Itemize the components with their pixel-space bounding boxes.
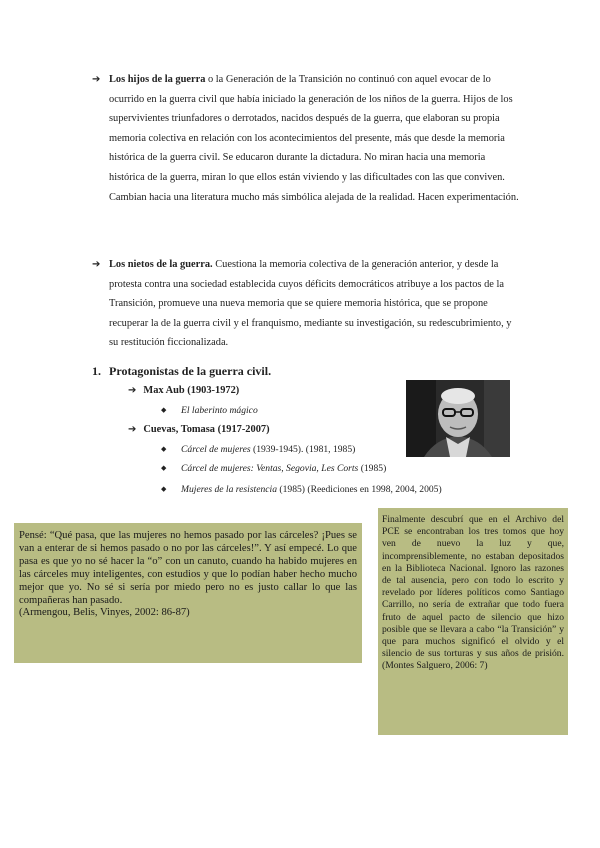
nietos-title: Los nietos de la guerra. bbox=[109, 259, 213, 270]
author-dates: (1903-1972) bbox=[187, 385, 240, 396]
work-title: Cárcel de mujeres: Ventas, Segovia, Les Corts bbox=[181, 463, 359, 474]
work-title: Cárcel de mujeres bbox=[181, 444, 251, 455]
arrow-icon: ➔ bbox=[128, 424, 137, 435]
paragraph-hijos-de-la-guerra bbox=[92, 70, 522, 207]
author-name: Max Aub bbox=[143, 385, 185, 396]
work-title: El laberinto mágico bbox=[181, 405, 258, 416]
work-detail: (1939-1945). (1981, 1985) bbox=[250, 444, 356, 455]
diamond-bullet-icon: ◆ bbox=[161, 406, 167, 414]
diamond-bullet-icon: ◆ bbox=[161, 445, 167, 453]
arrow-icon: ➔ bbox=[92, 259, 101, 270]
quote-box-cuevas bbox=[14, 523, 362, 663]
section-heading-protagonistas bbox=[92, 364, 271, 379]
nietos-text: Cuestiona la memoria colectiva de la generación anterior, y desde la protesta contra una sociedad establecida cuyos déficits democráticos atribuye a los pactos de la Transición, promueve una nueva memoria que se quiere memoria histórica, que se propone recuperar la de la guerra civil y el franquismo, mediante su investigación, su redescubrimiento, y su restitución ficcionalizada. bbox=[109, 259, 512, 349]
work-item bbox=[161, 405, 258, 416]
diamond-bullet-icon: ◆ bbox=[161, 485, 167, 493]
author-portrait-image bbox=[406, 380, 510, 457]
quote-text: Pensé: “Qué pasa, que las mujeres no hemos pasado por las cárceles? ¡Pues se van a enterar de si hemos pasado o no por las cárceles!”. Y así empecé. Lo que pasa es que yo no sé hacer la “o” con un canuto, cuando ha habido mujeres en las cárceles muy inteligentes, con estudios y que lo podían haber hecho mucho mejor que yo. No sé si sería por miedo pero no es justo callar lo que las compañeras han pasado. bbox=[19, 530, 357, 606]
author-max-aub bbox=[128, 385, 239, 396]
work-title: Mujeres de la resistencia bbox=[181, 484, 278, 495]
hijos-title: Los hijos de la guerra bbox=[109, 74, 206, 85]
quote-text: Finalmente descubrí que en el Archivo del PCE se encontraban los tres tomos que hoy ven de nuevo la luz y que, incomprensiblemente, no estaban depositados en la Biblioteca Nacional. Ignoro las razones de tal ausencia, pero con todo lo escrito y revelado por líderes políticos como Santiago Carrillo, no sería de extrañar que todo fuera fruto de aquel pacto de silencio que hizo posible que se llevara a cabo “la Transición” y que para muchos significó el olvido y el silencio de sus torturas y sus años de prisión. (Montes Salguero, 2006: 7) bbox=[382, 514, 564, 672]
arrow-icon: ➔ bbox=[92, 74, 101, 85]
work-item bbox=[161, 463, 386, 474]
work-item bbox=[161, 444, 355, 455]
section-number: 1. bbox=[92, 364, 101, 378]
arrow-icon: ➔ bbox=[128, 385, 137, 396]
paragraph-nietos-de-la-guerra bbox=[92, 255, 522, 353]
author-dates: (1917-2007) bbox=[217, 424, 270, 435]
work-item bbox=[161, 484, 442, 495]
work-detail: (1985) (Reediciones en 1998, 2004, 2005) bbox=[277, 484, 442, 495]
author-name: Cuevas, Tomasa bbox=[143, 424, 215, 435]
diamond-bullet-icon: ◆ bbox=[161, 464, 167, 472]
work-detail: (1985) bbox=[358, 463, 387, 474]
section-title: Protagonistas de la guerra civil. bbox=[109, 364, 272, 378]
author-photo bbox=[406, 380, 510, 457]
hijos-text: o la Generación de la Transición no continuó con aquel evocar de lo ocurrido en la guerra civil que había iniciado la generación de los niños de la guerra. Hijos de los supervivientes triunfadores o derrotados, nacidos después de la guerra, que elaboran su propia memoria colectiva en relación con los acontecimientos del presente, más que desde la memoria histórica de la guerra civil. Se educaron durante la dictadura. No miran hacia una memoria histórica de la guerra, miran lo que ellos están viviendo y las dificultades con las que conviven. Cambian hacia una literatura mucho más simbólica alejada de la realidad. Hacen experimentación. bbox=[109, 74, 519, 203]
quote-box-montes bbox=[378, 508, 568, 735]
author-tomasa-cuevas bbox=[128, 424, 270, 435]
quote-citation: (Armengou, Belis, Vinyes, 2002: 86-87) bbox=[19, 607, 190, 619]
